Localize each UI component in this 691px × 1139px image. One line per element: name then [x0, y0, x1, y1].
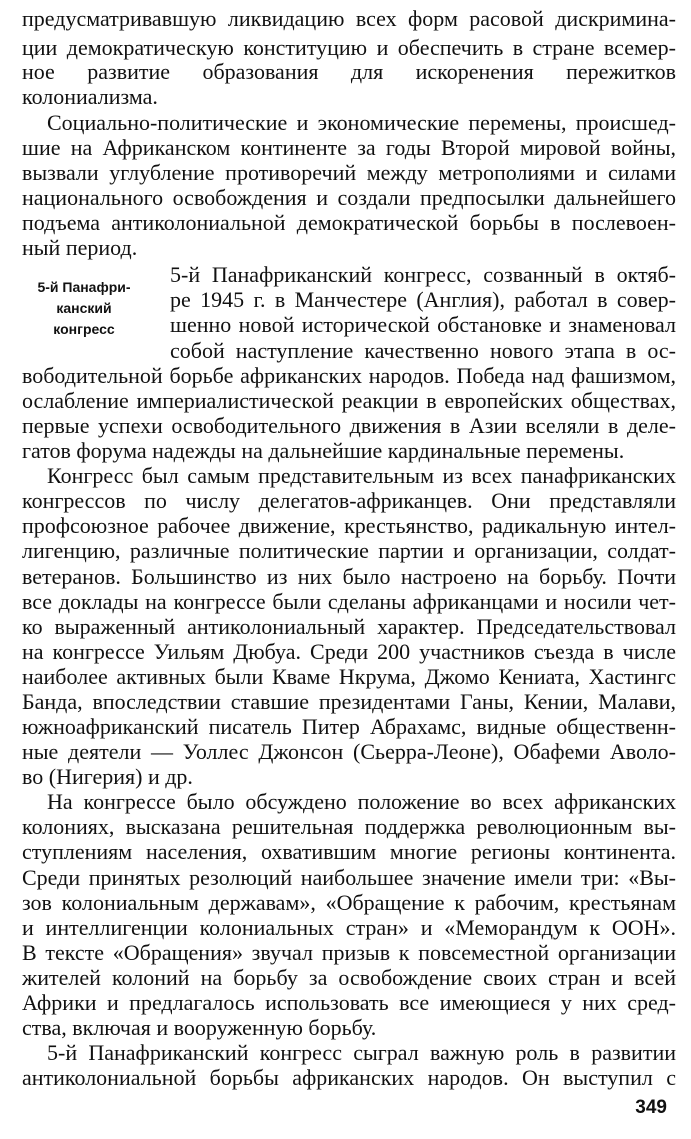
- text-line: 5-й Панафриканский конгресс, созванный в октяб-: [170, 262, 676, 287]
- text-line: подъема антиколониальной демократической борьбы в послевоен-: [22, 210, 676, 235]
- text-line: ветеранов. Большинство из них было настроено на борьбу. Почти: [22, 564, 676, 589]
- text-line: 5-й Панафриканский конгресс сыграл важную роль в развитии: [47, 1040, 676, 1065]
- page-number: 349: [635, 1097, 667, 1118]
- text-line: На конгрессе было обсуждено положение во всех африканских: [47, 789, 676, 814]
- text-line: ные деятели — Уоллес Джонсон (Сьерра-Леоне), Обафеми Аволо-: [22, 739, 676, 764]
- marginal-note: [14, 277, 154, 340]
- marginal-note-line: канский: [56, 300, 112, 316]
- text-line: ослабление империалистической реакции в европейских обществах,: [22, 388, 676, 413]
- text-line: предусматривавшую ликвидацию всех форм расовой дискримина-: [22, 6, 676, 31]
- text-line: ный период.: [22, 235, 138, 260]
- text-line: наиболее активных были Кваме Нкрума, Джомо Кениата, Хастингс: [22, 664, 676, 689]
- text-line: ступлениям населения, охватившим многие регионы континента.: [22, 839, 676, 864]
- text-line: национального освобождения и создали предпосылки дальнейшего: [22, 185, 676, 210]
- text-line: Конгресс был самым представительным из всех панафриканских: [47, 463, 676, 488]
- text-line: и интеллигенции колониальных стран» и «Меморандум к ООН».: [22, 915, 676, 940]
- text-line: Среди принятых резолюций наибольшее значение имели три: «Вы-: [22, 865, 676, 890]
- text-line: вободительной борьбе африканских народов. Победа над фашизмом,: [22, 363, 676, 388]
- text-line: ства, включая и вооруженную борьбу.: [22, 1015, 377, 1040]
- text-line: первые успехи освободительного движения в Азии вселяли в деле-: [22, 413, 676, 438]
- text-line: колониализма.: [22, 84, 158, 109]
- text-line: ции демократическую конституцию и обеспечить в стране всемер-: [22, 35, 676, 60]
- text-line: все доклады на конгрессе были сделаны африканцами и носили чет-: [22, 589, 676, 614]
- text-line: собой наступление качественно нового этапа в ос-: [170, 338, 676, 363]
- text-line: жителей колоний на борьбу за освобождение своих стран и всей: [22, 965, 676, 990]
- text-line: ное развитие образования для искоренения пережитков: [22, 59, 676, 84]
- text-line: шие на Африканском континенте за годы Второй мировой войны,: [22, 135, 676, 160]
- text-line: лигенцию, различные политические партии и организации, солдат-: [22, 538, 676, 563]
- text-line: южноафриканский писатель Питер Абрахамс, видные общественн-: [22, 714, 676, 739]
- text-line: Социально-политические и экономические перемены, происшед-: [47, 110, 676, 135]
- text-line: В тексте «Обращения» звучал призыв к повсеместной организации: [22, 940, 676, 965]
- text-line: профсоюзное рабочее движение, крестьянство, радикальную интел-: [22, 513, 676, 538]
- text-line: во (Нигерия) и др.: [22, 764, 193, 789]
- text-line: Банда, впоследствии ставшие президентами Ганы, Кении, Малави,: [22, 689, 676, 714]
- text-line: вызвали углубление противоречий между метрополиями и силами: [22, 160, 676, 185]
- text-line: Африки и предлагалось использовать все имеющиеся у них сред-: [22, 990, 676, 1015]
- marginal-note-line: конгресс: [53, 321, 115, 337]
- text-line: антиколониальной борьбы африканских народов. Он выступил с: [22, 1065, 676, 1090]
- text-line: на конгрессе Уильям Дюбуа. Среди 200 участников съезда в числе: [22, 639, 676, 664]
- text-line: конгрессов по числу делегатов-африканцев. Они представляли: [22, 488, 676, 513]
- marginal-note-line: 5-й Панафри-: [37, 279, 131, 295]
- text-line: ко выраженный антиколониальный характер. Председательствовал: [22, 614, 676, 639]
- text-line: шенно новой исторической обстановке и знаменовал: [170, 312, 676, 337]
- text-line: ре 1945 г. в Манчестере (Англия), работал в совер-: [170, 287, 676, 312]
- text-line: гатов форума надежды на дальнейшие кардинальные перемены.: [22, 438, 625, 463]
- text-line: зов колониальным державам», «Обращение к рабочим, крестьянам: [22, 890, 676, 915]
- text-line: колониях, высказана решительная поддержка революционным вы-: [22, 814, 676, 839]
